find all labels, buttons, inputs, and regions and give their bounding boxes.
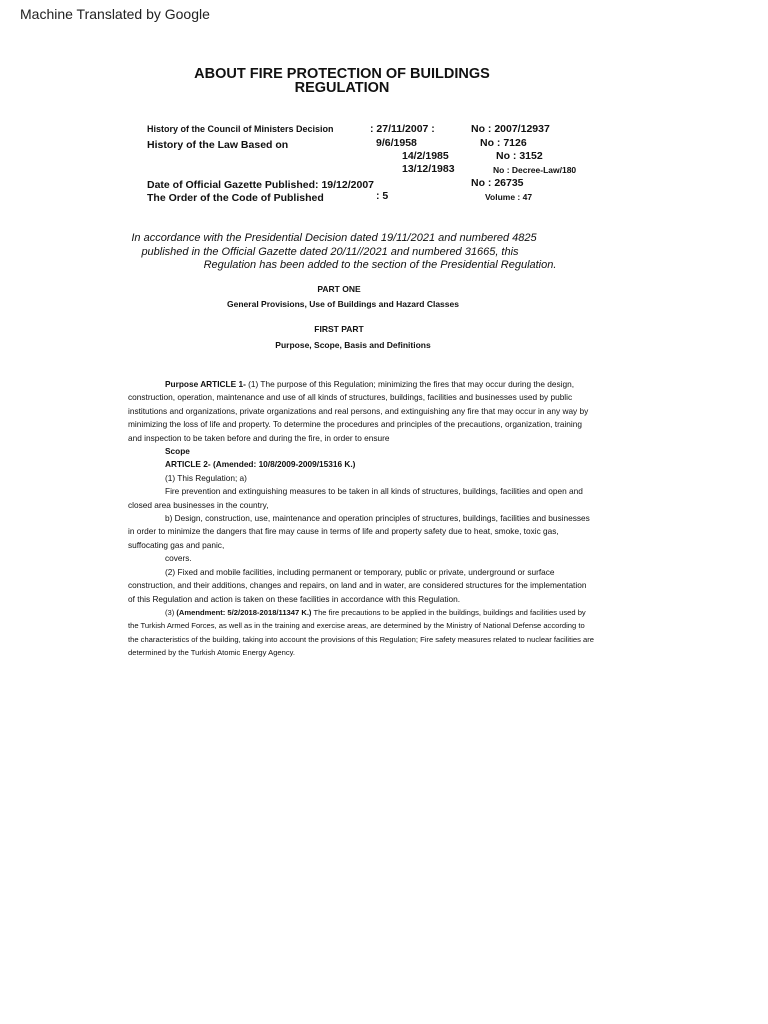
gazette-number: No : 26735 <box>471 177 524 189</box>
article-2-para-a: Fire prevention and extinguishing measures to be taken in all kinds of structures, buildings, facilities and open and closed area businesses in the country, <box>128 486 583 510</box>
article-1-label: Purpose ARTICLE 1- <box>165 379 246 389</box>
law-date-2: 14/2/1985 <box>402 150 449 162</box>
article-1-text: (1) The purpose of this Regulation; minimizing the fires that may occur during the design, construction, operation, maintenance and use of all kinds of structures, buildings, facilities and businesses used by public institutions and organizations, private organizations and real persons, and extinguishing any fire that may occur in any way by minimizing the loss of life and property. To determine the procedures and principles of the precautions, organization, training and inspection to be taken before and during the fire, in order to ensure <box>128 379 589 443</box>
article-2-para-3 <box>128 606 594 660</box>
regulation-body <box>128 378 594 660</box>
article-2-para-3-text: The fire precautions to be applied in the buildings, buildings and facilities used by the Turkish Armed Forces, as well as in the training and exercise areas, are determined by the Ministry of National Defense according to the characteristics of the building, taking into account the provisions of this Regulation; Fire safety measures related to nuclear facilities are determined by the Turkish Atomic Energy Agency. <box>128 607 594 658</box>
council-decision-label: History of the Council of Ministers Decision <box>147 124 334 134</box>
article-2-para-3-number: (3) <box>165 607 177 617</box>
law-date-1: 9/6/1958 <box>376 137 417 149</box>
article-1-paragraph <box>128 378 594 445</box>
code-order-label: The Order of the Code of Published <box>147 192 324 204</box>
article-2-para-3-amendment: (Amendment: 5/2/2018-2018/11347 K.) <box>176 607 312 617</box>
article-2-para-b: b) Design, construction, use, maintenance and operation principles of structures, buildings, facilities and businesses in order to minimize the dangers that fire may cause in terms of life and property safety due to heat, smoke, toxic gas, suffocating gas and panic, <box>128 513 590 550</box>
article-2-para-1: (1) This Regulation; a) <box>165 472 247 483</box>
law-number-2: No : 3152 <box>496 150 543 162</box>
document-title-line2: REGULATION <box>294 80 390 96</box>
notice-line-3: Regulation has been added to the section of the Presidential Regulation. <box>203 259 557 271</box>
code-order-value: : 5 <box>376 190 389 202</box>
document-title-line1: ABOUT FIRE PROTECTION OF BUILDINGS <box>194 66 490 82</box>
machine-translation-banner: Machine Translated by Google <box>20 6 210 22</box>
first-part-subheading: Purpose, Scope, Basis and Definitions <box>275 340 431 350</box>
council-decision-number: No : 2007/12937 <box>471 123 550 135</box>
part-one-subheading: General Provisions, Use of Buildings and Hazard Classes <box>227 299 459 309</box>
first-part-heading: FIRST PART <box>314 324 364 334</box>
article-2-covers: covers. <box>165 553 192 564</box>
law-number-3: No : Decree-Law/180 <box>493 165 577 175</box>
law-date-3: 13/12/1983 <box>402 163 455 175</box>
law-number-1: No : 7126 <box>480 137 527 149</box>
council-decision-date: : 27/11/2007 : <box>370 123 435 135</box>
notice-line-1: In accordance with the Presidential Decision dated 19/11/2021 and numbered 4825 <box>131 232 537 244</box>
article-2-para-2: (2) Fixed and mobile facilities, including permanent or temporary, public or private, underground or surface construction, and their additions, changes and repairs, on land and in water, are considered structures for the implementation of this Regulation and action is taken on these facilities in accordance with this Regulation. <box>128 566 587 604</box>
gazette-date-label: Date of Official Gazette Published: 19/12/2007 <box>147 179 374 191</box>
scope-heading: Scope <box>165 446 190 457</box>
notice-line-2: published in the Official Gazette dated 20/11//2021 and numbered 31665, this <box>141 246 519 258</box>
part-one-heading: PART ONE <box>317 284 361 294</box>
law-history-label: History of the Law Based on <box>147 139 289 151</box>
article-2-heading: ARTICLE 2- (Amended: 10/8/2009-2009/15316 K.) <box>165 459 356 470</box>
volume-number: Volume : 47 <box>485 192 533 202</box>
